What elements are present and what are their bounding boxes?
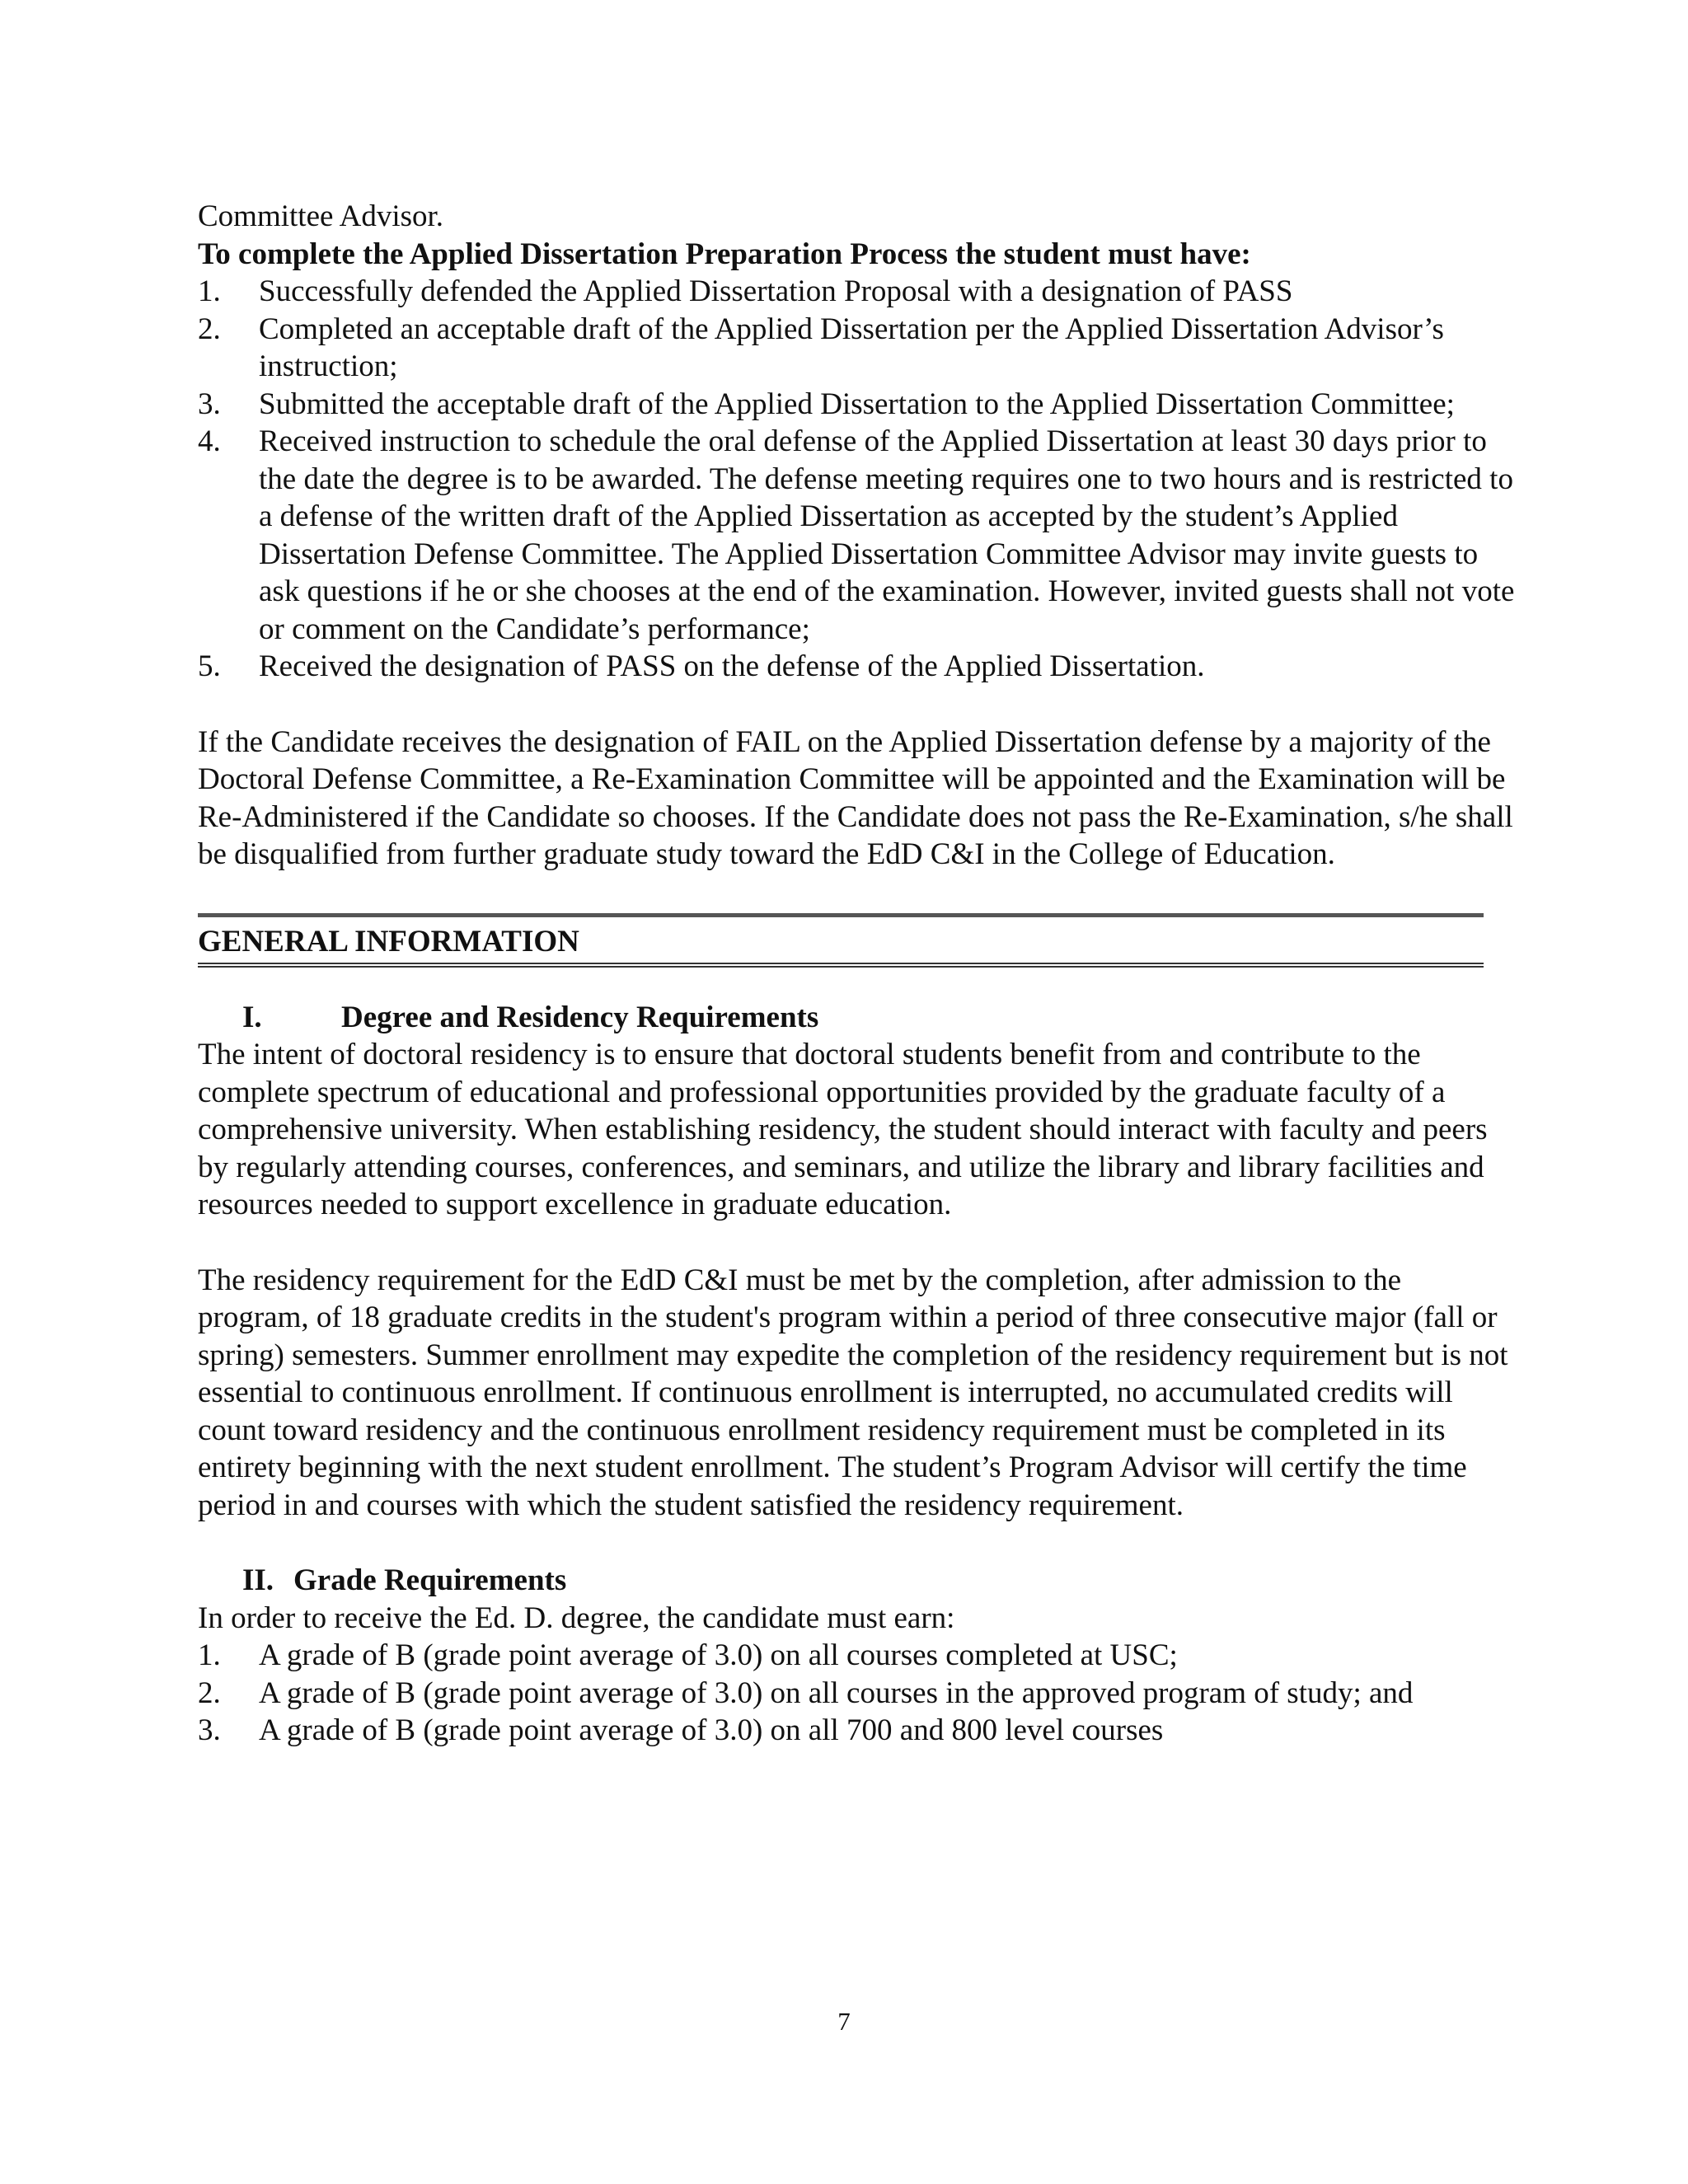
grade-intro: In order to receive the Ed. D. degree, the candidate must earn: [198,1601,955,1635]
fail-paragraph: If the Candidate receives the designation of FAIL on the Applied Dissertation defense by a majority of the Doctoral Defense Committee, a Re-Examination Committee will be appointed and the Examination will be Re-Administered if the Candidate so chooses. If the Candidate does not pass the Re-Examination, s/he shall be disqualified from further graduate study toward the EdD C&I in the College of Education. [198,724,1513,871]
preparation-heading: To complete the Applied Dissertation Preparation Process the student must have: [198,237,1251,271]
general-information-title: GENERAL INFORMATION [198,924,579,958]
list-item [198,311,1517,386]
list-item [198,386,1517,424]
list-item-number: 4. [198,424,221,458]
list-item-number: 2. [198,312,221,346]
list-item-number: 3. [198,387,221,421]
list-item-text: A grade of B (grade point average of 3.0) on all courses in the approved program of study; and [259,1675,1414,1710]
list-item-text: A grade of B (grade point average of 3.0) on all courses completed at USC; [259,1638,1178,1672]
list-item-text: Submitted the acceptable draft of the Applied Dissertation to the Applied Dissertation Committee; [259,387,1455,421]
list-item [198,273,1517,311]
header-top-rule [198,913,1484,917]
list-item [198,423,1517,648]
list-item [198,648,1517,686]
grade-list [198,1637,1517,1750]
section-heading-grades [198,1562,1517,1600]
residency-paragraph-requirement: The residency requirement for the EdD C&I must be met by the completion, after admission to the program, of 18 graduate credits in the student's program within a period of three consecutive major (fall or spring) semesters. Summer enrollment may expedite the completion of the residency requirement but is not essential to continuous enrollment. If continuous enrollment is interrupted, no accumulated credits will count toward residency and the continuous enrollment residency requirement must be completed in its entirety beginning with the next student enrollment. The student’s Program Advisor will certify the time period in and courses with which the student satisfied the residency requirement. [198,1263,1508,1522]
list-item-number: 3. [198,1713,221,1747]
general-information-header [198,913,1484,968]
preparation-list [198,273,1517,686]
section-numeral: II. [242,1563,274,1597]
section-numeral: I. [242,1000,262,1034]
continued-line: Committee Advisor. [198,199,444,233]
residency-paragraph-intent: The intent of doctoral residency is to ensure that doctoral students benefit from and contribute to the complete spectrum of educational and professional opportunities provided by the graduate faculty of a comprehensive university. When establishing residency, the student should interact with faculty and peers by regularly attending courses, conferences, and seminars, and utilize the library and library facilities and resources needed to support excellence in graduate education. [198,1038,1488,1221]
section-heading-residency [198,999,1517,1037]
page-number: 7 [837,2007,851,2036]
document-page [198,198,1517,1750]
list-item-number: 5. [198,649,221,683]
list-item [198,1712,1517,1750]
list-item-text: Successfully defended the Applied Dissertation Proposal with a designation of PASS [259,274,1293,308]
list-item [198,1675,1517,1713]
list-item-number: 1. [198,1638,221,1672]
list-item-text: A grade of B (grade point average of 3.0) on all 700 and 800 level courses [259,1713,1164,1747]
list-item [198,1637,1517,1675]
section-title: Grade Requirements [293,1563,567,1597]
header-bottom-rule [198,963,1484,968]
list-item-number: 2. [198,1675,221,1710]
list-item-text: Received instruction to schedule the oral defense of the Applied Dissertation at least 30 days prior to the date the degree is to be awarded. The defense meeting requires one to two hours and is restricted to a defense of the written draft of the Applied Dissertation as accepted by the student’s Applied Dissertation Defense Committee. The Applied Dissertation Committee Advisor may invite guests to ask questions if he or she chooses at the end of the examination. However, invited guests shall not vote or comment on the Candidate’s performance; [259,424,1515,646]
list-item-text: Received the designation of PASS on the defense of the Applied Dissertation. [259,649,1205,683]
section-title: Degree and Residency Requirements [341,1000,819,1034]
list-item-text: Completed an acceptable draft of the Applied Dissertation per the Applied Dissertation Advisor’s instruction; [259,312,1444,383]
list-item-number: 1. [198,274,221,308]
